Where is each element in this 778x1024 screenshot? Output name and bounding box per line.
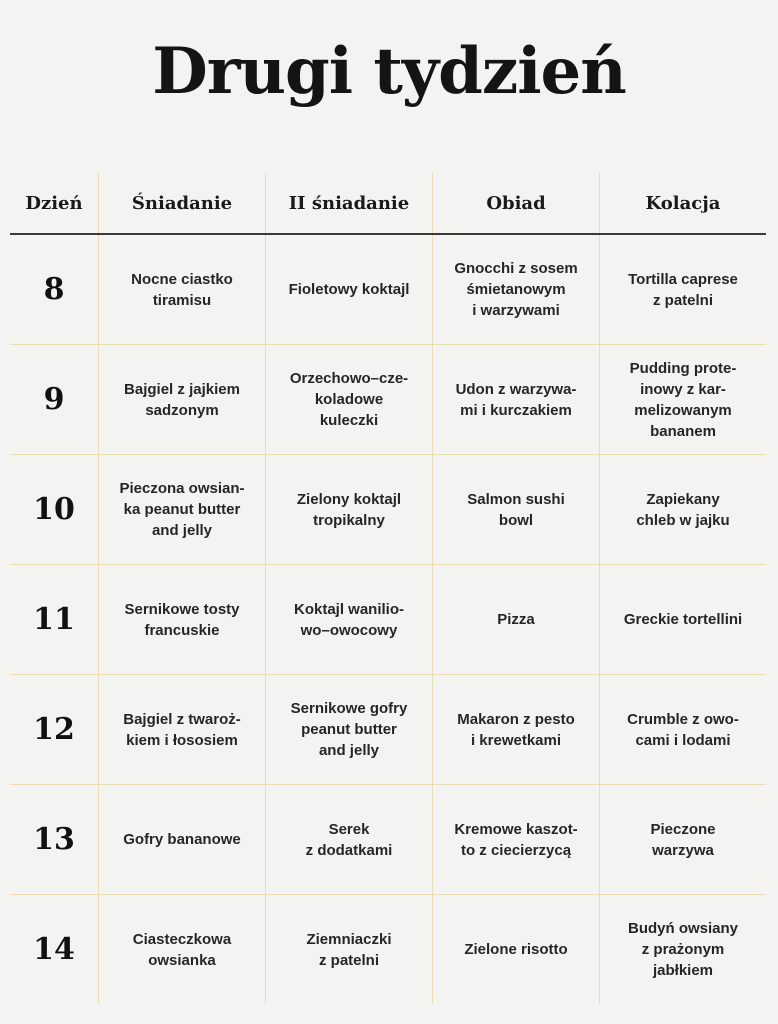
dinner-cell: Budyń owsiany z prażonym jabłkiem (627, 920, 739, 979)
breakfast-cell: Pieczona owsian- ka peanut butter and jelly (99, 455, 266, 564)
lunch-cell: Salmon sushi bowl (433, 455, 600, 564)
breakfast-cell: Nocne ciastko tiramisu (99, 235, 266, 344)
table-row (10, 345, 766, 455)
dinner-cell: Crumble z owo- cami i lodami (627, 710, 739, 749)
day-number: 12 (10, 675, 99, 784)
day-number: 13 (10, 785, 99, 894)
table-row (10, 455, 766, 565)
dinner-cell: Pudding prote- inowy z kar- melizowanym bananem (629, 359, 737, 440)
second-breakfast-cell: Koktajl wanilio- wo–owocowy (266, 565, 433, 674)
header-breakfast: Śniadanie (99, 173, 266, 233)
dinner-cell: Pieczone warzywa (650, 820, 716, 859)
lunch-cell: Udon z warzywa- mi i kurczakiem (433, 345, 600, 454)
lunch-cell: Gnocchi z sosem śmietanowym i warzywami (433, 235, 600, 344)
table-row (10, 895, 766, 1004)
second-breakfast-cell: Sernikowe gofry peanut butter and jelly (266, 675, 433, 784)
page-title: Drugi tydzień (152, 34, 626, 109)
lunch-cell: Pizza (433, 565, 600, 674)
lunch-cell: Zielone risotto (433, 895, 600, 1004)
table-header (10, 173, 766, 235)
day-number: 11 (10, 565, 99, 674)
header-dinner: Kolacja (645, 192, 721, 214)
breakfast-cell: Bajgiel z twaroż- kiem i łososiem (99, 675, 266, 784)
dinner-cell: Greckie tortellini (623, 611, 743, 628)
second-breakfast-cell: Fioletowy koktajl (266, 235, 433, 344)
second-breakfast-cell: Serek z dodatkami (266, 785, 433, 894)
day-number: 14 (10, 895, 99, 1004)
day-number: 10 (10, 455, 99, 564)
lunch-cell: Kremowe kaszot- to z ciecierzycą (433, 785, 600, 894)
table-row (10, 675, 766, 785)
dinner-cell: Tortilla caprese z patelni (628, 270, 738, 309)
table-row (10, 565, 766, 675)
table-row (10, 235, 766, 345)
header-lunch: Obiad (433, 173, 600, 233)
breakfast-cell: Ciasteczkowa owsianka (99, 895, 266, 1004)
breakfast-cell: Gofry bananowe (99, 785, 266, 894)
second-breakfast-cell: Ziemniaczki z patelni (266, 895, 433, 1004)
table-row (10, 785, 766, 895)
day-number: 8 (10, 235, 99, 344)
header-day: Dzień (10, 173, 99, 233)
header-second-breakfast: II śniadanie (266, 173, 433, 233)
dinner-cell: Zapiekany chleb w jajku (636, 490, 730, 529)
lunch-cell: Makaron z pesto i krewetkami (433, 675, 600, 784)
second-breakfast-cell: Orzechowo–cze- koladowe kuleczki (266, 345, 433, 454)
second-breakfast-cell: Zielony koktajl tropikalny (266, 455, 433, 564)
breakfast-cell: Bajgiel z jajkiem sadzonym (99, 345, 266, 454)
day-number: 9 (10, 345, 99, 454)
meal-plan-table (10, 173, 766, 1004)
breakfast-cell: Sernikowe tosty francuskie (99, 565, 266, 674)
